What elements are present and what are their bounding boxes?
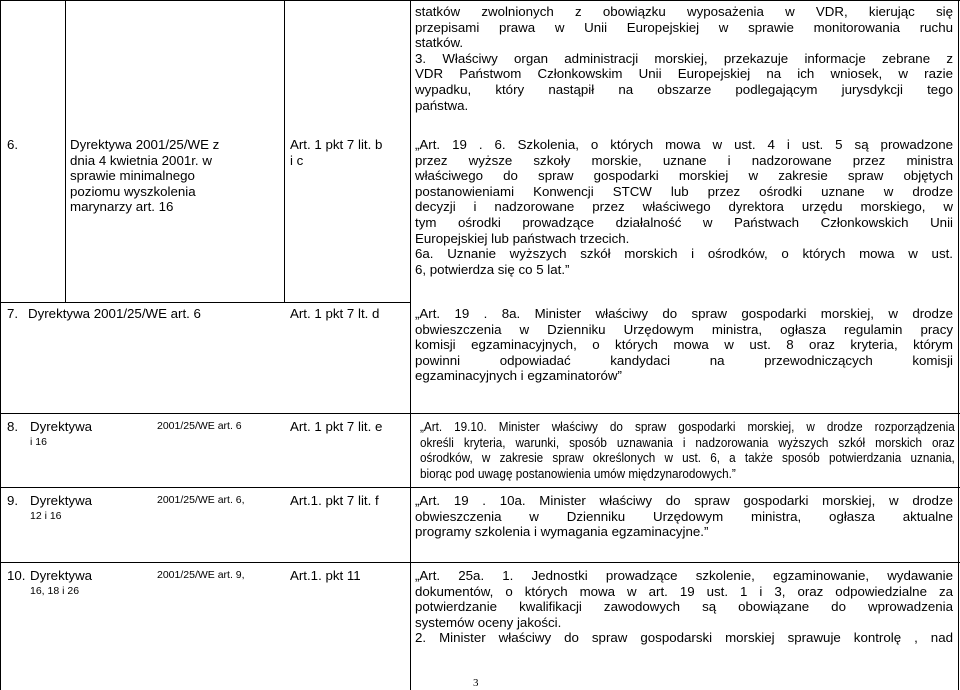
text-line: przepisami prawa w Unii Europejskiej w sprawie monitorowania ruchu <box>415 19 953 35</box>
text-line: wypadku, który nastąpił na obszarze podlegającym jurysdykcji tego <box>415 81 953 97</box>
row-10-source-b: 2001/25/WE art. 9, <box>157 569 245 581</box>
row-6-article <box>290 137 382 168</box>
text-line: postanowieniami Konwencji STCW lub przez ośrodki uznane w drodze <box>415 183 953 199</box>
row-10-source-c: 16, 18 i 26 <box>30 585 80 597</box>
text-line: określi kryteria, warunki, sposób uznawania i nadzorowania wyższych szkół morskich oraz <box>420 435 955 450</box>
text-line: „Art. 19 . 6. Szkolenia, o których mowa w ust. 4 i ust. 5 są prowadzone <box>415 137 953 152</box>
table-top-border <box>0 0 960 1</box>
table-right-border <box>958 0 959 690</box>
row-6-source <box>70 137 277 215</box>
row-7-source: Dyrektywa 2001/25/WE art. 6 <box>28 306 201 321</box>
text-line: Europejskiej lub państwach trzecich. <box>415 230 630 246</box>
source-line: Dyrektywa 2001/25/WE z <box>70 137 220 152</box>
text-line: potwierdzanie kwalifikacji zawodowych są obowiązane do wprowadzenia <box>415 599 953 615</box>
row-10-text <box>415 568 953 646</box>
text-line: przez wyższe szkoły morskie, uznane i nadzorowane przez ministra <box>415 152 953 168</box>
text-line: biorąc pod uwagę postanowienia umów międzynarodowych.” <box>420 467 736 482</box>
text-line: państwa. <box>415 97 469 113</box>
row-9-source-c: 12 i 16 <box>30 510 62 522</box>
text-line: „Art. 19 . 8a. Minister właściwy do spraw gospodarki morskiej, w drodze <box>415 306 953 321</box>
text-line: 6a. Uznanie wyższych szkół morskich i ośrodków, o których mowa w ust. <box>415 246 953 262</box>
row-6-number: 6. <box>7 137 19 152</box>
row-10-article: Art.1. pkt 11 <box>290 568 361 583</box>
source-line: sprawie minimalnego <box>70 168 195 184</box>
row-9-article: Art.1. pkt 7 lit. f <box>290 493 379 508</box>
column-divider-article <box>284 0 285 302</box>
text-line: 2. Minister właściwy do spraw gospodarski morskiej sprawuje kontrolę , nad <box>415 630 953 646</box>
row-7-number: 7. <box>7 306 19 321</box>
text-line: obwieszczenia w Dzienniku Urzędowym ministra, ogłasza regulamin pracy <box>415 321 953 337</box>
row-divider-7 <box>0 302 410 303</box>
row-8-source-b: 2001/25/WE art. 6 <box>157 420 242 432</box>
source-line: marynarzy art. 16 <box>70 199 174 215</box>
row-10-source-a: Dyrektywa <box>30 568 93 583</box>
table-left-border <box>0 0 1 690</box>
row-top-text <box>415 4 953 113</box>
text-line: VDR Państwom Członkowskim Unii Europejskiej na ich wniosek, w razie <box>415 66 953 82</box>
row-9-source-a: Dyrektywa <box>30 493 93 508</box>
row-7-article: Art. 1 pkt 7 lt. d <box>290 306 380 321</box>
text-line: 3. Właściwy organ administracji morskiej, przekazuje informacje zebrane z <box>415 50 953 66</box>
row-8-number: 8. <box>7 419 19 434</box>
article-line: Art. 1 pkt 7 lit. b <box>290 137 383 152</box>
row-10-number: 10. <box>7 568 26 583</box>
text-line: komisji egzaminacyjnych, o których mowa w ust. 8 oraz kryteria, którym <box>415 337 953 353</box>
row-divider-10 <box>0 562 960 563</box>
text-line: obwieszczenia w Dzienniku Urzędowym ministra, ogłasza aktualne <box>415 508 953 524</box>
row-8-source-a: Dyrektywa <box>30 419 93 434</box>
text-line: „Art. 19.10. Minister właściwy do spraw gospodarki morskiej, w drodze rozporządzenia <box>420 420 955 434</box>
row-9-text <box>415 493 953 540</box>
row-divider-8 <box>0 413 960 414</box>
article-line: i c <box>290 152 304 168</box>
source-line: dnia 4 kwietnia 2001r. w <box>70 152 212 168</box>
text-line: „Art. 25a. 1. Jednostki prowadzące szkolenie, egzaminowanie, wydawanie <box>415 568 953 583</box>
text-line: statków zwolnionych z obowiązku wyposażenia w VDR, kierując się <box>415 4 953 19</box>
row-7-text <box>415 306 953 384</box>
row-8-text <box>420 420 955 483</box>
page-number: 3 <box>473 677 479 689</box>
row-8-article: Art. 1 pkt 7 lit. e <box>290 419 383 434</box>
text-line: tym ośrodki prowadzące działalność w Państwach Członkowskich Unii <box>415 214 953 230</box>
row-6-text <box>415 137 953 277</box>
row-9-source-b: 2001/25/WE art. 6, <box>157 494 245 506</box>
source-line: poziomu wyszkolenia <box>70 183 196 199</box>
row-divider-9 <box>0 487 960 488</box>
text-line: właściwego do spraw gospodarki morskiej w zakresie spraw objętych <box>415 168 953 184</box>
text-line: dokumentów, o których mowa w art. 19 ust. 1 i 3, oraz odpowiedzialne za <box>415 583 953 599</box>
text-line: powinni odpowiadać kandydaci na przewodniczących komisji <box>415 352 953 368</box>
column-divider-text <box>410 0 411 690</box>
row-8-source-c: i 16 <box>30 436 47 448</box>
text-line: „Art. 19 . 10a. Minister właściwy do spraw gospodarki morskiej, w drodze <box>415 493 953 508</box>
row-9-number: 9. <box>7 493 19 508</box>
text-line: 6, potwierdza się co 5 lat.” <box>415 261 570 277</box>
text-line: decyzji i nadzorowane przez właściwego dyrektora urzędu morskiego, w <box>415 199 953 215</box>
text-line: systemów oceny jakości. <box>415 614 562 630</box>
text-line: egzaminacyjnych i egzaminatorów” <box>415 368 622 384</box>
text-line: statków. <box>415 35 464 51</box>
text-line: programy szkolenia i wymagania egzaminacyjne.” <box>415 524 709 540</box>
text-line: ośrodków, w zakresie spraw określonych w ust. 6, a także sposób potwierdzania uznania, <box>420 451 955 466</box>
column-divider-source <box>65 0 66 302</box>
